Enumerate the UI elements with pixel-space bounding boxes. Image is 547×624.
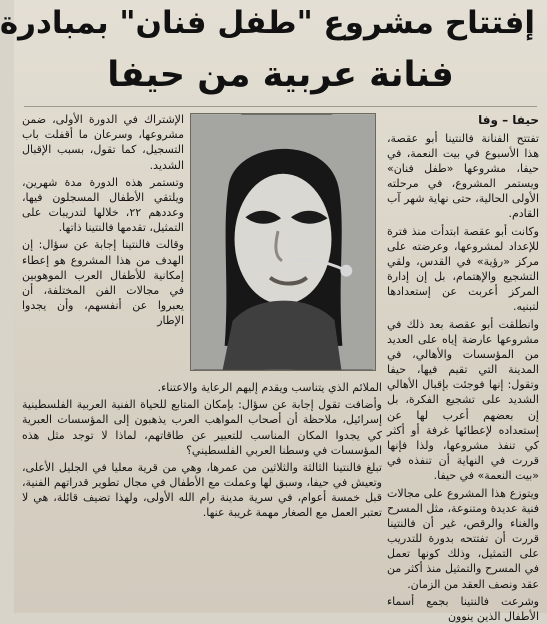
article-left-bottom-column (22, 380, 382, 605)
right-paragraph-3: وانطلقت أبو عقصة بعد ذلك في مشروعها عارضة إياه على العديد من المؤسسات والأهالي، في المدينة التي تقيم فيها، حيفا وتقول: إنها فوجئت بإقبال الأهالي الشديد على تشجيع الفكرة، بل إن بعضهم أعرب لها عن إستعداده لإعطائها غرفة أو أكثر كي تنفذ مشروعها، ولذا فإنها قررت في النهاية أن تنفذه في «بيت النعمة» في حيفا. (387, 317, 539, 483)
left-top-paragraph-1: الإشتراك في الدورة الأولى، ضمن مشروعها، وسرعان ما أقفلت باب التسجيل، كما تقول، بسبب الإقبال الشديد. (22, 113, 184, 172)
right-paragraph-1: تفتتح الفنانة فالنتينا أبو عقصة، هذا الأسبوع في بيت النعمة، في حيفا، مشروعها «طفل فنان» ويستمر المشروع، في مرحلته الأولى الحالية، حتى نهاية شهر آب القادم. (387, 131, 539, 221)
right-paragraph-4: ويتوزع هذا المشروع على مجالات فنية عديدة ومتنوعة، مثل المسرح والغناء والرقص، غير أن فالنتينا قررت أن تفتتحه بدورة للتدريب على التمثيل، وذلك كونها تعمل في المسرح والتمثيل منذ أكثر من عقد ونصف العقد من الزمان. (387, 486, 539, 591)
right-paragraph-2: وكانت أبو عقصة ابتدأت منذ فترة للإعداد لمشروعها، وعرضته على مركز «رؤية» في القدس، ولقي التشجيع والإهتمام، بل إن إدارة المركز أعربت عن إستعدادها لتبنيه. (387, 224, 539, 314)
left-top-paragraph-3: وقالت فالنتينا إجابة عن سؤال: إن الهدف من هذا المشروع هو إعطاء إمكانية للأطفال العرب الموهوبين في مجالات الفن المختلفة، أن يعبروا عن أنفسهم، وأن يجدوا الإطار (22, 238, 184, 328)
headline-line-1: إفتتاح مشروع "طفل فنان" بمبادرة (0, 5, 535, 41)
headline-line-2: فنانة عربية من حيفا (107, 55, 454, 95)
article-left-top-column (22, 112, 184, 374)
left-top-paragraph-2: وتستمر هذه الدورة مدة شهرين، ويلتقي الأطفال المسجلون فيها، وعددهم ٢٢، خلالها لتدريبات على التمثيل، تقدمها فالنتينا ذاتها. (22, 175, 184, 235)
right-paragraph-5: وشرعت فالنتينا بجمع أسماء الأطفال الذين ينوون (387, 594, 539, 623)
article-right-column (387, 112, 539, 623)
artist-photo (190, 113, 376, 371)
left-bottom-paragraph-3: تبلغ فالنتينا الثالثة والثلاثين من عمرها، وهي من قرية معليا في الجليل الأعلى، وتعيش في حيفا، وسبق لها وعملت مع الأطفال في مجال تطوير قدراتهم الفنية، قبل خمسة أعوام، في سرية مدينة رام الله الأولى، ولهذا تضيف قائلة، هي لا تعتبر العمل مع الصغار مهمة غريبة عنها. (22, 460, 382, 520)
left-bottom-paragraph-2: وأضافت تقول إجابة عن سؤال: بإمكان المتابع للحياة الفنية العربية الفلسطينية إسرائيل، ملاحظة أن أصحاب المواهب العرب يذهبون إلى المؤسسات العبرية كي يجدوا المكان المناسب للتعبير عن طاقاتهم، لماذا لا توجد مثل هذه المؤسسات في وسطنا العربي الفلسطيني؟ (22, 398, 382, 457)
article-dateline: حيفا – وفا (478, 113, 539, 127)
left-bottom-paragraph-1: الملائم الذي يتناسب ويقدم إليهم الرعاية والاعتناء. (157, 381, 382, 394)
headline-divider (24, 106, 537, 107)
